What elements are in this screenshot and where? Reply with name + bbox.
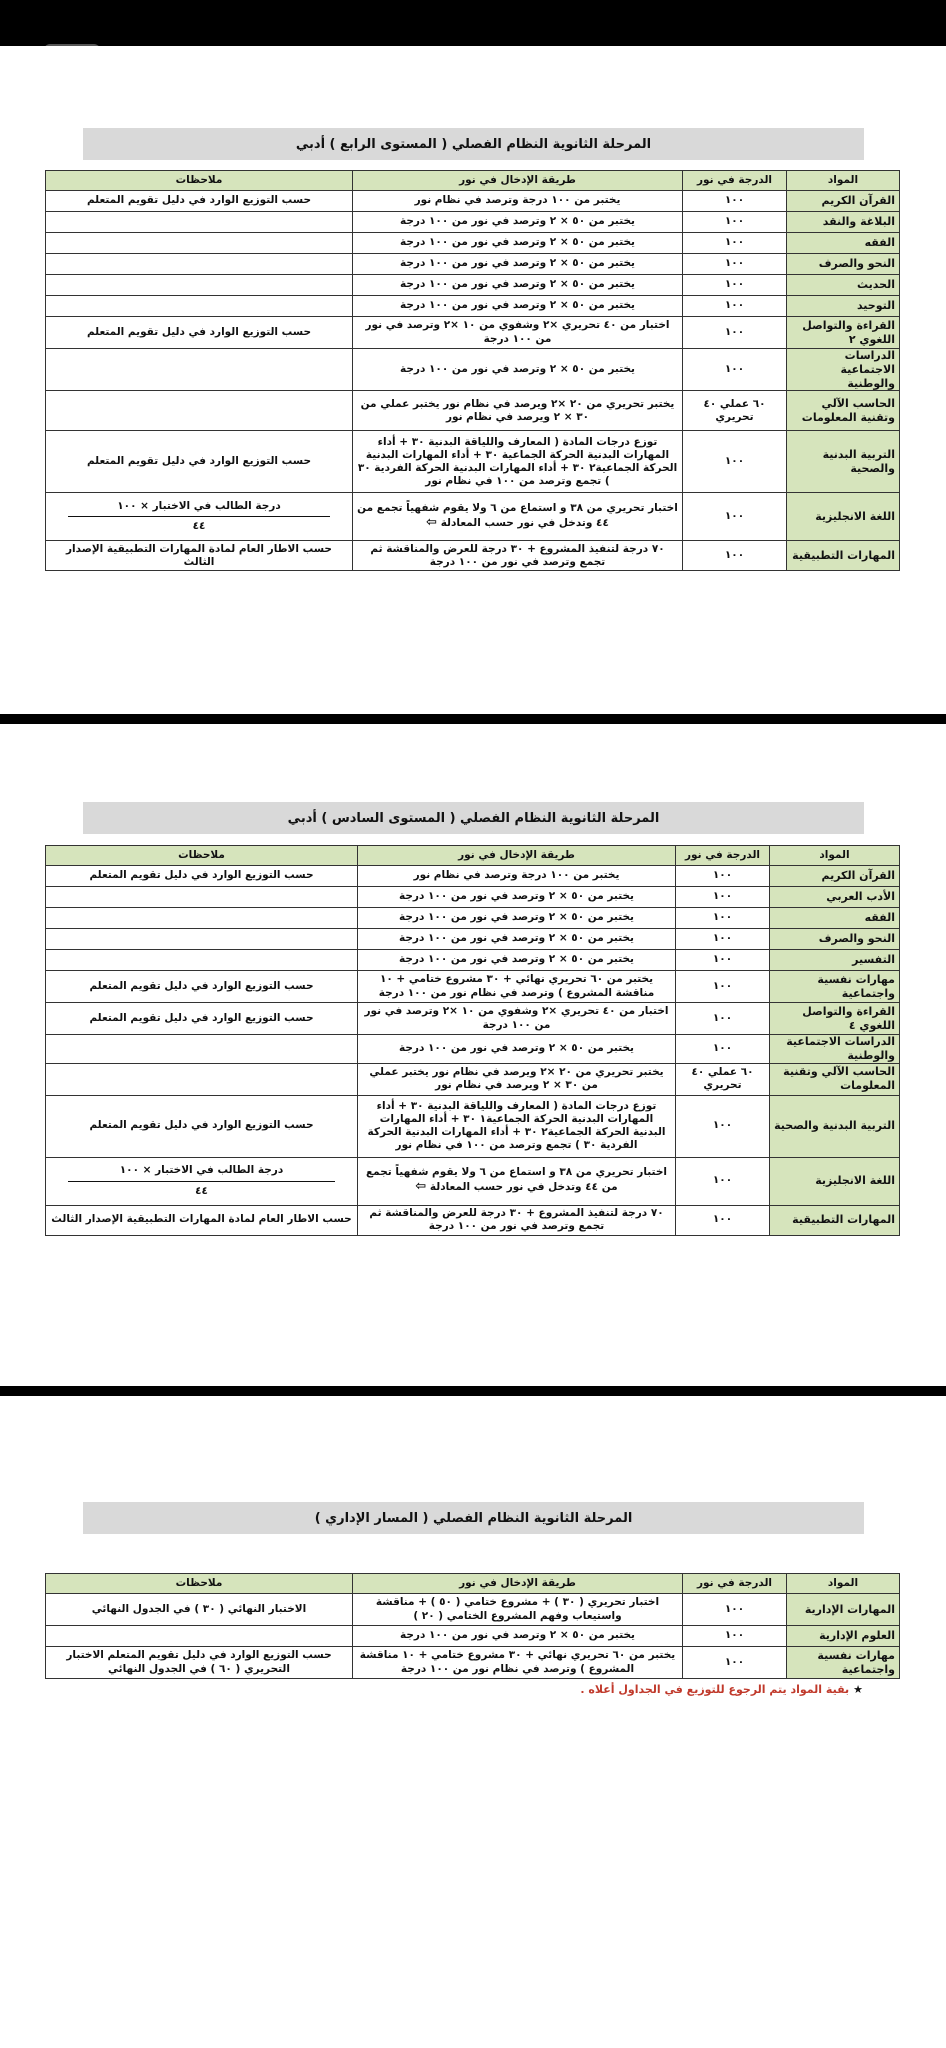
subject-cell: الفقه: [770, 908, 900, 929]
table-row: [46, 541, 900, 571]
table-row: [46, 431, 900, 493]
notes-cell: [46, 254, 353, 275]
notes-cell: حسب التوزيع الوارد في دليل تقويم المتعلم: [46, 971, 358, 1003]
subject-cell: المهارات التطبيقية: [770, 1205, 900, 1235]
table-row: [46, 929, 900, 950]
grade-cell: ١٠٠: [676, 1205, 770, 1235]
table-header-row: [46, 1574, 900, 1594]
notes-cell: حسب التوزيع الوارد في دليل تقويم المتعلم الاختبار التحريري ( ٦٠ ) في الجدول النهائي: [46, 1647, 353, 1679]
grade-cell: ١٠٠: [676, 1157, 770, 1205]
notes-cell: حسب الاطار العام لمادة المهارات التطبيقية الإصدار الثالث: [46, 541, 353, 571]
grade-cell: ١٠٠: [683, 296, 787, 317]
notes-cell: [46, 349, 353, 391]
table-title: المرحلة الثانوية النظام الفصلي ( المستوى الرابع ) أدبي: [83, 128, 864, 160]
table-row: [46, 1647, 900, 1679]
notes-cell: حسب الاطار العام لمادة المهارات التطبيقية الإصدار الثالث: [46, 1205, 358, 1235]
table-row: [46, 254, 900, 275]
grade-cell: ١٠٠: [683, 349, 787, 391]
method-cell: يختبر من ١٠٠ درجة وترصد في نظام نور: [358, 866, 676, 887]
method-cell: يختبر من ١٠٠ درجة وترصد في نظام نور: [353, 191, 683, 212]
method-cell: [353, 493, 683, 541]
formula-denominator: ٤٤: [192, 520, 206, 533]
header-notes: ملاحظات: [46, 846, 358, 866]
subject-cell: اللغة الانجليزية: [787, 493, 900, 541]
method-cell: ٧٠ درجة لتنفيذ المشروع + ٣٠ درجة للعرض والمناقشة ثم تجمع وترصد في نور من ١٠٠ درجة: [353, 541, 683, 571]
table-title: المرحلة الثانوية النظام الفصلي ( المستوى السادس ) أدبي: [83, 802, 864, 834]
grade-cell: ١٠٠: [676, 866, 770, 887]
grade-cell: ١٠٠: [683, 212, 787, 233]
grade-cell: ١٠٠: [676, 1095, 770, 1157]
grade-cell: ١٠٠: [676, 1003, 770, 1035]
notes-cell: [46, 296, 353, 317]
table-row: [46, 1003, 900, 1035]
page-3: [0, 1396, 946, 2048]
grade-cell: ١٠٠: [683, 541, 787, 571]
table-row: [46, 1035, 900, 1064]
method-cell: يختبر من ٥٠ × ٢ وترصد في نور من ١٠٠ درجة: [358, 929, 676, 950]
table-row: [46, 493, 900, 541]
method-cell: توزع درجات المادة ( المعارف واللياقة البدنية ٣٠ + أداء المهارات البدنية الحركة الجماعية١ ٣٠ + أداء المهارات البدنية الحركة الجماعية٢ ٣٠ + أداء المهارات البدنية الحركة الفردية ٣٠ ) تجمع وترصد من ١٠٠ في نظام نور: [358, 1095, 676, 1157]
method-text: اختبار تحريري من ٣٨ و استماع من ٦ ولا يقوم شفهياً تجمع من ٤٤ وتدخل في نور حسب المعادلة: [357, 502, 678, 530]
grade-cell: ١٠٠: [683, 254, 787, 275]
table-row: [46, 1157, 900, 1205]
grade-cell: ١٠٠: [683, 191, 787, 212]
method-cell: يختبر من ٥٠ × ٢ وترصد في نور من ١٠٠ درجة: [358, 908, 676, 929]
notes-cell: حسب التوزيع الوارد في دليل تقويم المتعلم: [46, 191, 353, 212]
table-row: [46, 212, 900, 233]
method-text: اختبار تحريري من ٣٨ و استماع من ٦ ولا يقوم شفهياً تجمع من ٤٤ وتدخل في نور حسب المعادلة: [365, 1166, 668, 1194]
subject-cell: الحاسب الآلي وتقنية المعلومات: [770, 1063, 900, 1095]
subject-cell: النحو والصرف: [787, 254, 900, 275]
notes-cell: [46, 950, 358, 971]
grade-cell: ١٠٠: [676, 971, 770, 1003]
grade-cell: ١٠٠: [676, 929, 770, 950]
table-row: [46, 866, 900, 887]
method-cell: يختبر من ٥٠ × ٢ وترصد في نور من ١٠٠ درجة: [358, 950, 676, 971]
method-cell: يختبر من ٥٠ × ٢ وترصد في نور من ١٠٠ درجة: [358, 887, 676, 908]
method-cell: يختبر من ٥٠ × ٢ وترصد في نور من ١٠٠ درجة: [353, 349, 683, 391]
notes-cell: [46, 1035, 358, 1064]
table-row: [46, 317, 900, 349]
table-row: [46, 950, 900, 971]
header-subject: المواد: [787, 171, 900, 191]
notes-cell: حسب التوزيع الوارد في دليل تقويم المتعلم: [46, 317, 353, 349]
grade-cell: ١٠٠: [683, 275, 787, 296]
method-cell: يختبر من ٦٠ تحريري نهائي + ٣٠ مشروع ختامي + ١٠ مناقشة المشروع ) وترصد في نظام نور من ١٠٠ درجة: [353, 1647, 683, 1679]
notes-cell: [46, 212, 353, 233]
subject-cell: التربية البدنية والصحية: [770, 1095, 900, 1157]
grade-cell: ٦٠ عملي ٤٠ تحريري: [676, 1063, 770, 1095]
method-cell: يختبر تحريري من ٢٠ ×٢ ويرصد في نظام نور يختبر عملي من ٣٠ × ٢ ويرصد في نظام نور: [353, 391, 683, 431]
grade-cell: ١٠٠: [676, 1035, 770, 1064]
subject-cell: مهارات نفسية واجتماعية: [770, 971, 900, 1003]
subject-cell: التربية البدنية والصحية: [787, 431, 900, 493]
method-cell: اختبار تحريري ( ٣٠ ) + مشروع ختامي ( ٥٠ ) + مناقشة واستيعاب وفهم المشروع الختامي ( ٢٠ ): [353, 1594, 683, 1626]
notes-cell: [46, 275, 353, 296]
method-cell: توزع درجات المادة ( المعارف واللياقة البدنية ٣٠ + أداء المهارات البدنية الحركة الجماعية ٣٠ + أداء المهارات البدنية الحركة الجماعية٢ ٣٠ + أداء المهارات البدنية الحركة الفردية ٣٠ ) تجمع وترصد من ١٠٠ في نظام نور: [353, 431, 683, 493]
subject-cell: البلاغة والنقد: [787, 212, 900, 233]
grade-cell: ١٠٠: [676, 887, 770, 908]
method-cell: يختبر من ٥٠ × ٢ وترصد في نور من ١٠٠ درجة: [353, 254, 683, 275]
formula-numerator: درجة الطالب في الاختبار × ١٠٠: [117, 500, 281, 513]
table-row: [46, 1095, 900, 1157]
method-cell: يختبر من ٥٠ × ٢ وترصد في نور من ١٠٠ درجة: [353, 212, 683, 233]
grade-cell: ١٠٠: [683, 1647, 787, 1679]
grade-cell: ٦٠ عملي ٤٠ تحريري: [683, 391, 787, 431]
header-notes: ملاحظات: [46, 171, 353, 191]
subject-cell: القرآن الكريم: [787, 191, 900, 212]
notes-cell: [46, 1626, 353, 1647]
grade-cell: ١٠٠: [683, 1626, 787, 1647]
notes-cell: [46, 1063, 358, 1095]
notes-cell: [46, 391, 353, 431]
notes-cell: حسب التوزيع الوارد في دليل تقويم المتعلم: [46, 431, 353, 493]
notes-cell: [46, 908, 358, 929]
method-cell: [358, 1157, 676, 1205]
grade-cell: ١٠٠: [683, 317, 787, 349]
subject-cell: التوحيد: [787, 296, 900, 317]
table-row: [46, 1594, 900, 1626]
notes-cell: الاختبار النهائي ( ٣٠ ) في الجدول النهائي: [46, 1594, 353, 1626]
grade-cell: ١٠٠: [683, 233, 787, 254]
table-row: [46, 887, 900, 908]
grades-table-admin-track: [45, 1573, 900, 1679]
fraction-line: [68, 516, 330, 517]
subject-cell: القراءة والتواصل اللغوي ٤: [770, 1003, 900, 1035]
header-method: طريقة الإدخال في نور: [353, 1574, 683, 1594]
subject-cell: اللغة الانجليزية: [770, 1157, 900, 1205]
star-icon: ★: [853, 1683, 863, 1696]
method-cell: يختبر تحريري من ٢٠ ×٢ ويرصد في نظام نور يختبر عملي من ٣٠ × ٢ ويرصد في نظام نور: [358, 1063, 676, 1095]
grades-table-level-6: [45, 845, 900, 1236]
method-cell: يختبر من ٥٠ × ٢ وترصد في نور من ١٠٠ درجة: [353, 296, 683, 317]
subject-cell: القراءة والتواصل اللغوي ٢: [787, 317, 900, 349]
table-header-row: [46, 171, 900, 191]
notes-cell: [46, 1157, 358, 1205]
subject-cell: الفقه: [787, 233, 900, 254]
subject-cell: الأدب العربي: [770, 887, 900, 908]
method-cell: اختبار من ٤٠ تحريري ×٢ وشفوي من ١٠ ×٢ وترصد في نور من ١٠٠ درجة: [358, 1003, 676, 1035]
formula-numerator: درجة الطالب في الاختبار × ١٠٠: [119, 1164, 284, 1177]
formula-denominator: ٤٤: [195, 1184, 208, 1197]
table-row: [46, 1626, 900, 1647]
grade-cell: ١٠٠: [683, 493, 787, 541]
method-cell: يختبر من ٥٠ × ٢ وترصد في نور من ١٠٠ درجة: [353, 233, 683, 254]
table-row: [46, 971, 900, 1003]
header-subject: المواد: [787, 1574, 900, 1594]
method-cell: يختبر من ٦٠ تحريري نهائي + ٣٠ مشروع ختامي + ١٠ مناقشة المشروع ) وترصد في نظام نور من ١٠٠ درجة: [358, 971, 676, 1003]
subject-cell: القرآن الكريم: [770, 866, 900, 887]
grade-cell: ١٠٠: [676, 950, 770, 971]
table-row: [46, 391, 900, 431]
notes-cell: حسب التوزيع الوارد في دليل تقويم المتعلم: [46, 1095, 358, 1157]
notes-cell: حسب التوزيع الوارد في دليل تقويم المتعلم: [46, 866, 358, 887]
header-method: طريقة الإدخال في نور: [358, 846, 676, 866]
table-row: [46, 908, 900, 929]
table-title: المرحلة الثانوية النظام الفصلي ( المسار الإداري ): [83, 1502, 864, 1534]
notes-cell: حسب التوزيع الوارد في دليل تقويم المتعلم: [46, 1003, 358, 1035]
table-row: [46, 1063, 900, 1095]
method-cell: اختبار من ٤٠ تحريري ×٢ وشفوي من ١٠ ×٢ وترصد في نور من ١٠٠ درجة: [353, 317, 683, 349]
notes-cell: [46, 493, 353, 541]
method-cell: يختبر من ٥٠ × ٢ وترصد في نور من ١٠٠ درجة: [353, 275, 683, 296]
page-2: [0, 724, 946, 1386]
subject-cell: النحو والصرف: [770, 929, 900, 950]
grade-cell: ١٠٠: [676, 908, 770, 929]
table-row: [46, 349, 900, 391]
notes-cell: [46, 929, 358, 950]
table-row: [46, 191, 900, 212]
subject-cell: الحديث: [787, 275, 900, 296]
arrow-left-icon: ⇦: [415, 1179, 427, 1195]
header-notes: ملاحظات: [46, 1574, 353, 1594]
subject-cell: المهارات الإدارية: [787, 1594, 900, 1626]
page-1: [0, 46, 946, 714]
header-grade: الدرجة في نور: [676, 846, 770, 866]
header-subject: المواد: [770, 846, 900, 866]
table-row: [46, 296, 900, 317]
subject-cell: الدراسات الاجتماعية والوطنية: [787, 349, 900, 391]
footnote: [580, 1683, 863, 1696]
arrow-left-icon: ⇦: [426, 515, 438, 531]
table-row: [46, 1205, 900, 1235]
status-bar: [0, 0, 946, 46]
method-cell: ٧٠ درجة لتنفيذ المشروع + ٣٠ درجة للعرض والمناقشة ثم تجمع وترصد في نور من ١٠٠ درجة: [358, 1205, 676, 1235]
header-grade: الدرجة في نور: [683, 171, 787, 191]
notes-cell: [46, 233, 353, 254]
subject-cell: مهارات نفسية واجتماعية: [787, 1647, 900, 1679]
grades-table-level-4: [45, 170, 900, 571]
subject-cell: المهارات التطبيقية: [787, 541, 900, 571]
table-row: [46, 275, 900, 296]
method-cell: يختبر من ٥٠ × ٢ وترصد في نور من ١٠٠ درجة: [353, 1626, 683, 1647]
grade-cell: ١٠٠: [683, 1594, 787, 1626]
table-header-row: [46, 846, 900, 866]
subject-cell: التفسير: [770, 950, 900, 971]
subject-cell: الدراسات الاجتماعية والوطنية: [770, 1035, 900, 1064]
method-cell: يختبر من ٥٠ × ٢ وترصد في نور من ١٠٠ درجة: [358, 1035, 676, 1064]
footnote-text: بقية المواد يتم الرجوع للتوزيع في الجداول أعلاه .: [580, 1683, 850, 1696]
header-grade: الدرجة في نور: [683, 1574, 787, 1594]
subject-cell: العلوم الإدارية: [787, 1626, 900, 1647]
grade-cell: ١٠٠: [683, 431, 787, 493]
notes-cell: [46, 887, 358, 908]
header-method: طريقة الإدخال في نور: [353, 171, 683, 191]
subject-cell: الحاسب الآلي وتقنية المعلومات: [787, 391, 900, 431]
fraction-line: [68, 1181, 335, 1182]
table-row: [46, 233, 900, 254]
